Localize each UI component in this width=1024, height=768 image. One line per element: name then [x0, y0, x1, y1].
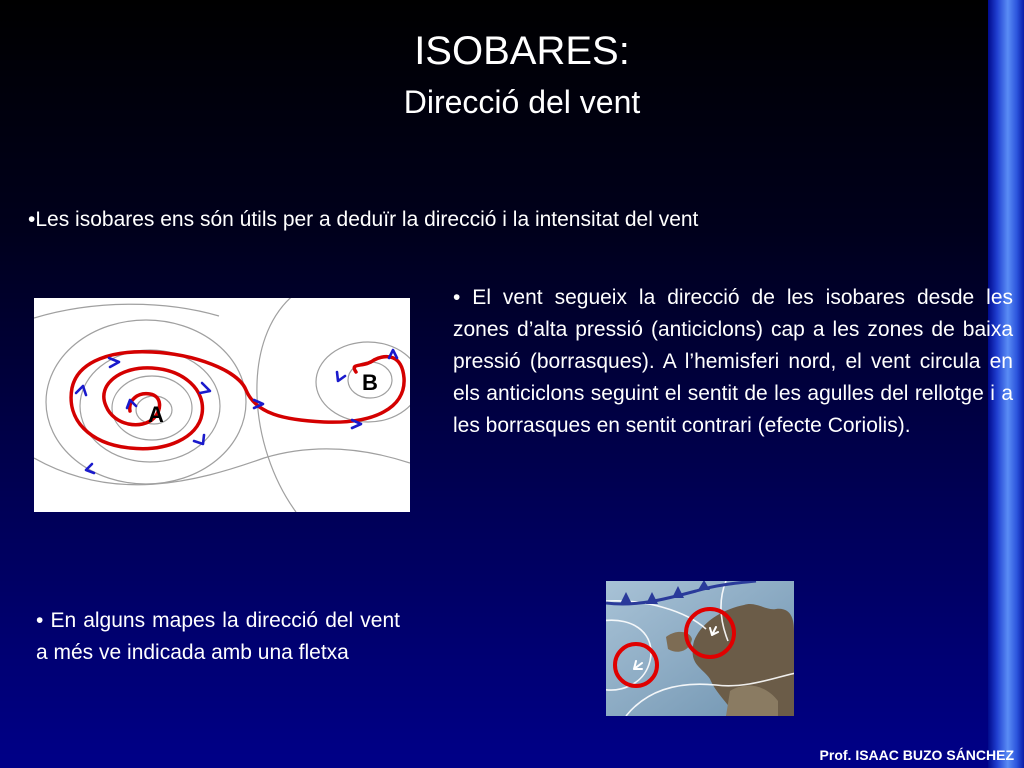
- slide-subtitle: Direcció del vent: [403, 84, 641, 120]
- wind-arrows: [76, 350, 397, 473]
- weather-map-photo: [606, 581, 794, 716]
- wind-direction-explanation: • El vent segueix la direcció de les isobares desde les zones d’alta pressió (anticiclons) cap a les zones de baixa pressió (borrasques). A l’hemisferi nord, el vent circula en els anticiclons seguint el sentit de les agulles del rellotge i a les borrasques en sentit contrari (efecte Coriolis).: [453, 286, 1013, 437]
- isobar-wind-diagram: [34, 298, 410, 512]
- isobar-lines: [34, 298, 410, 512]
- author-credit: Prof. ISAAC BUZO SÁNCHEZ: [819, 747, 1014, 763]
- slide-title: ISOBARES:: [414, 29, 630, 73]
- arrow-map-note: • En alguns mapes la direcció del vent a més ve indicada amb una fletxa: [36, 609, 400, 664]
- intro-bullet: •Les isobares ens són útils per a deduïr la direcció i la intensitat del vent: [28, 208, 699, 231]
- high-pressure-label: A: [148, 402, 164, 427]
- low-pressure-label: B: [362, 370, 378, 395]
